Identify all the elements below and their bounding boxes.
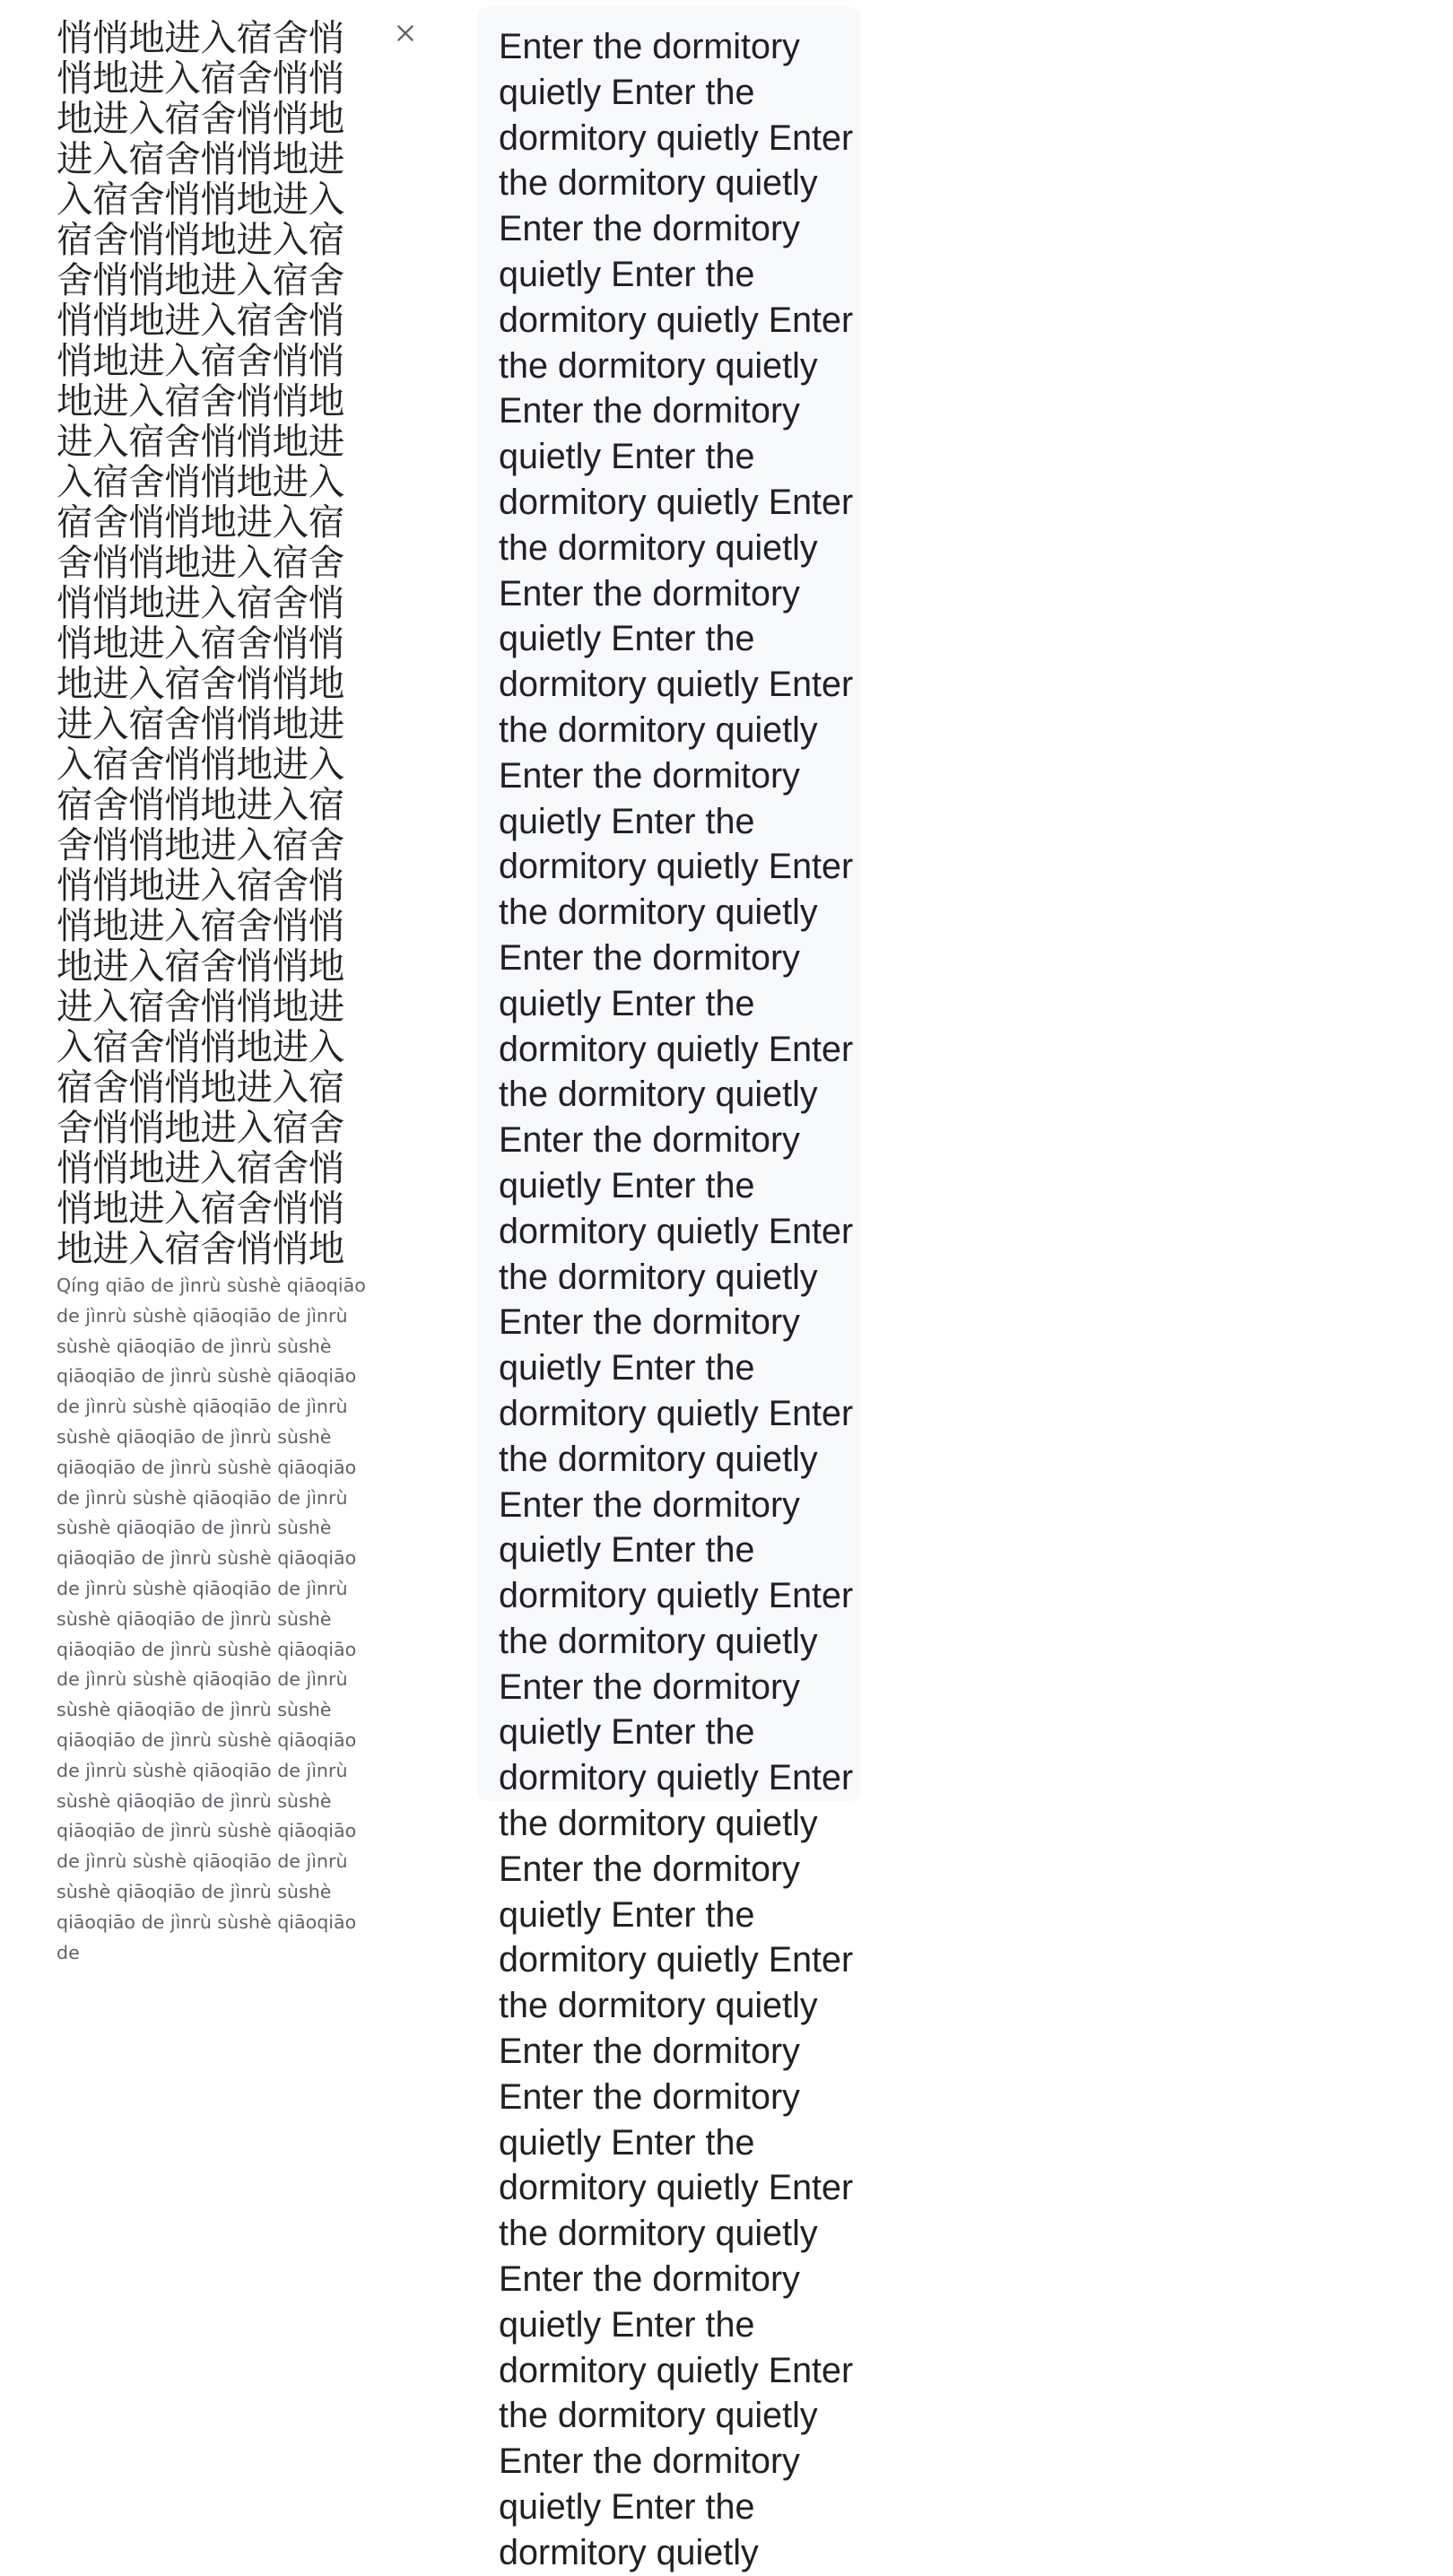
source-panel — [57, 18, 379, 1968]
romanization-text: Qíng qiāo de jìnrù sùshè qiāoqiāo de jìnrù sùshè qiāoqiāo de jìnrù sùshè qiāoqiāo de jìnrù sùshè qiāoqiāo de jìnrù sùshè qiāoqiāo de jìnrù sùshè qiāoqiāo de jìnrù sùshè qiāoqiāo de jìnrù sùshè qiāoqiāo de jìnrù sùshè qiāoqiāo de jìnrù sùshè qiāoqiāo de jìnrù sùshè qiāoqiāo de jìnrù sùshè qiāoqiāo de jìnrù sùshè qiāoqiāo de jìnrù sùshè qiāoqiāo de jìnrù sùshè qiāoqiāo de jìnrù sùshè qiāoqiāo de jìnrù sùshè qiāoqiāo de jìnrù sùshè qiāoqiāo de jìnrù sùshè qiāoqiāo de jìnrù sùshè qiāoqiāo de jìnrù sùshè qiāoqiāo de jìnrù sùshè qiāoqiāo de jìnrù sùshè qiāoqiāo de jìnrù sùshè qiāoqiāo de jìnrù sùshè qiāoqiāo de jìnrù sùshè qiāoqiāo de jìnrù sùshè qiāoqiāo de jìnrù sùshè qiāoqiāo de jìnrù sùshè qiāoqiāo de — [57, 1275, 366, 1963]
translation-text: Enter the dormitory quietly Enter the dormitory quietly Enter the dormitory quietly Enter the dormitory quietly Enter the dormitory quietly Enter the dormitory quietly Enter the dormitory quietly Enter the dormitory quietly Enter the dormitory quietly Enter the dormitory quietly Enter the dormitory quietly Enter the dormitory quietly Enter the dormitory quietly Enter the dormitory quietly Enter the dormitory quietly Enter the dormitory quietly Enter the dormitory quietly Enter the dormitory quietly Enter the dormitory quietly Enter the dormitory quietly Enter the dormitory quietly Enter the dormitory quietly Enter the dormitory quietly Enter the dormitory quietly Enter the dormitory quietly Enter the dormitory quietly Enter the dormitory quietly Enter the dormitory quietly Enter the dormitory quietly Enter the dormitory quietly Enter the dormitory quietly Enter the dormitory quietly Enter the dormitory quietly Enter the dormitory Enter the dormitory quietly Enter the dormitory quietly Enter the dormitory quietly Enter the dormitory quietly Enter the dormitory quietly Enter the dormitory quietly Enter the dormitory quietly Enter the dormitory quietly — [499, 27, 854, 2572]
clear-source-button[interactable] — [387, 16, 423, 52]
translation-panel — [478, 7, 860, 2572]
source-text[interactable]: 悄悄地进入宿舍悄悄地进入宿舍悄悄地进入宿舍悄悄地进入宿舍悄悄地进入宿舍悄悄地进入宿舍悄悄地进入宿舍悄悄地进入宿舍悄悄地进入宿舍悄悄地进入宿舍悄悄地进入宿舍悄悄地进入宿舍悄悄地进入宿舍悄悄地进入宿舍悄悄地进入宿舍悄悄地进入宿舍悄悄地进入宿舍悄悄地进入宿舍悄悄地进入宿舍悄悄地进入宿舍悄悄地进入宿舍悄悄地进入宿舍悄悄地进入宿舍悄悄地进入宿舍悄悄地进入宿舍悄悄地进入宿舍悄悄地进入宿舍悄悄地进入宿舍悄悄地进入宿舍悄悄地进入宿舍悄悄地进入宿舍悄悄地进入宿舍悄悄地进入宿舍悄悄地进入宿舍悄悄地进入宿舍悄悄地 — [57, 16, 344, 1270]
close-icon — [394, 22, 417, 48]
